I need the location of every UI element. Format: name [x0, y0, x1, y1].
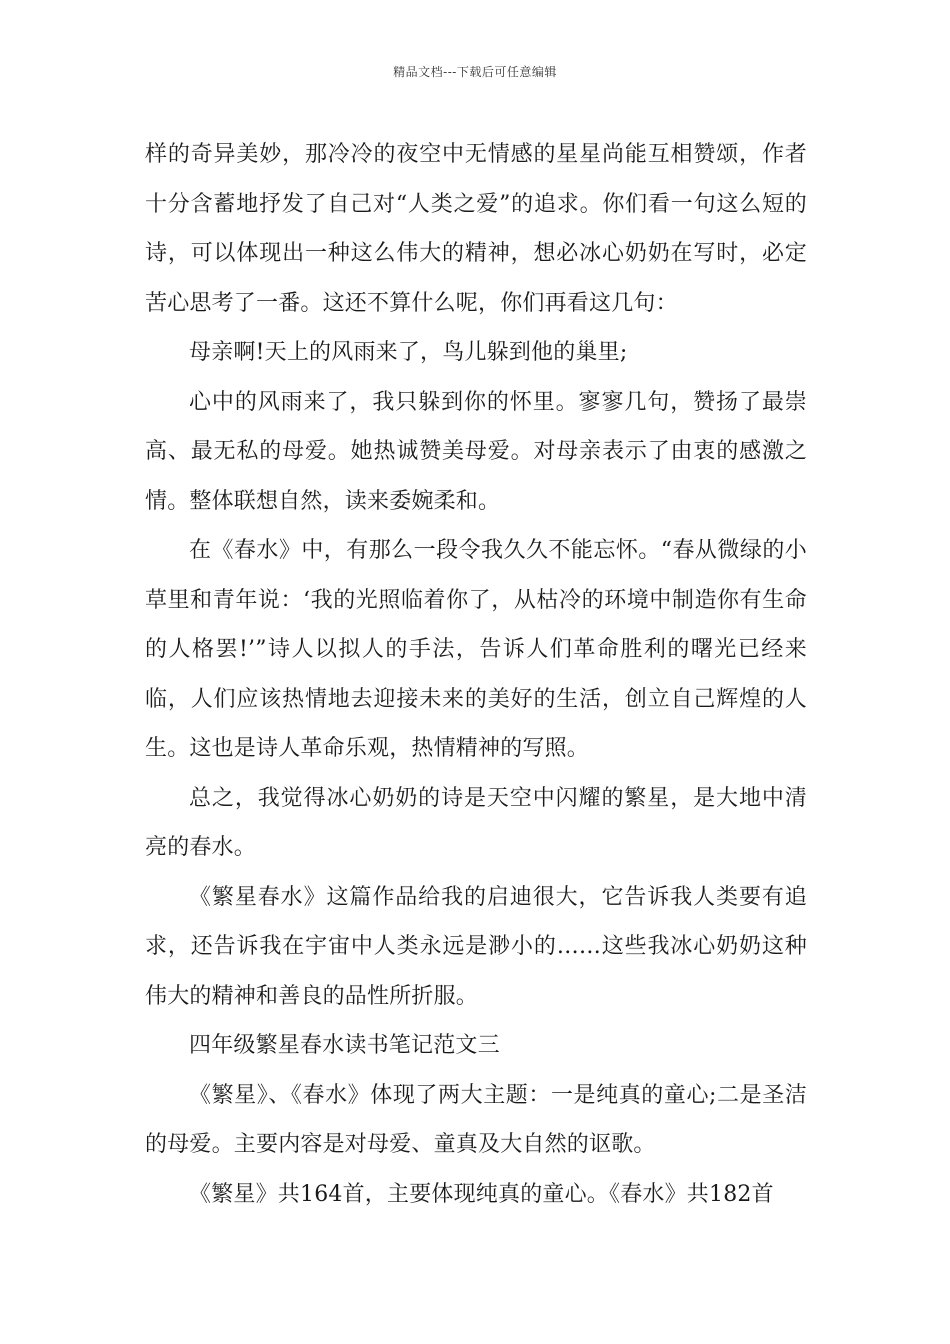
section-heading: 四年级繁星春水读书笔记范文三 — [189, 1033, 500, 1058]
page-header: 精品文档---下载后可任意编辑 — [393, 65, 557, 79]
document-body — [145, 130, 807, 1219]
paragraph-4: 在《春水》中，有那么一段令我久久不能忘怀。“春从微绿的小草里和青年说：‘我的光照临着你了，从枯冷的环境中制造你有生命的人格罢!’”诗人以拟人的手法，告诉人们革命胜利的曙光已经来临，人们应该热情地去迎接未来的美好的生活，创立自己辉煌的人生。这也是诗人革命乐观，热情精神的写照。 — [145, 538, 807, 761]
paragraph-8: 《繁星》、《春水》体现了两大主题：一是纯真的童心;二是圣洁的母爱。主要内容是对母爱、童真及大自然的讴歌。 — [145, 1082, 807, 1157]
paragraph-1: 样的奇异美妙，那冷冷的夜空中无情感的星星尚能互相赞颂，作者十分含蓄地抒发了自己对“人类之爱”的追求。你们看一句这么短的诗，可以体现出一种这么伟大的精神，想必冰心奶奶在写时，必定苦心思考了一番。这还不算什么呢，你们再看这几句： — [145, 142, 807, 316]
paragraph-6: 《繁星春水》这篇作品给我的启迪很大，它告诉我人类要有追求，还告诉我在宇宙中人类永远是渺小的……这些我冰心奶奶这种伟大的精神和善良的品性所折服。 — [145, 884, 807, 1009]
paragraph-3: 心中的风雨来了，我只躲到你的怀里。寥寥几句，赞扬了最崇高、最无私的母爱。她热诚赞美母爱。对母亲表示了由衷的感激之情。整体联想自然，读来委婉柔和。 — [145, 389, 807, 514]
paragraph-9: 《繁星》共164首，主要体现纯真的童心。《春水》共182首 — [189, 1181, 774, 1207]
paragraph-2: 母亲啊!天上的风雨来了，鸟儿躲到他的巢里; — [189, 340, 628, 365]
paragraph-5: 总之，我觉得冰心奶奶的诗是天空中闪耀的繁星，是大地中清亮的春水。 — [145, 785, 807, 860]
